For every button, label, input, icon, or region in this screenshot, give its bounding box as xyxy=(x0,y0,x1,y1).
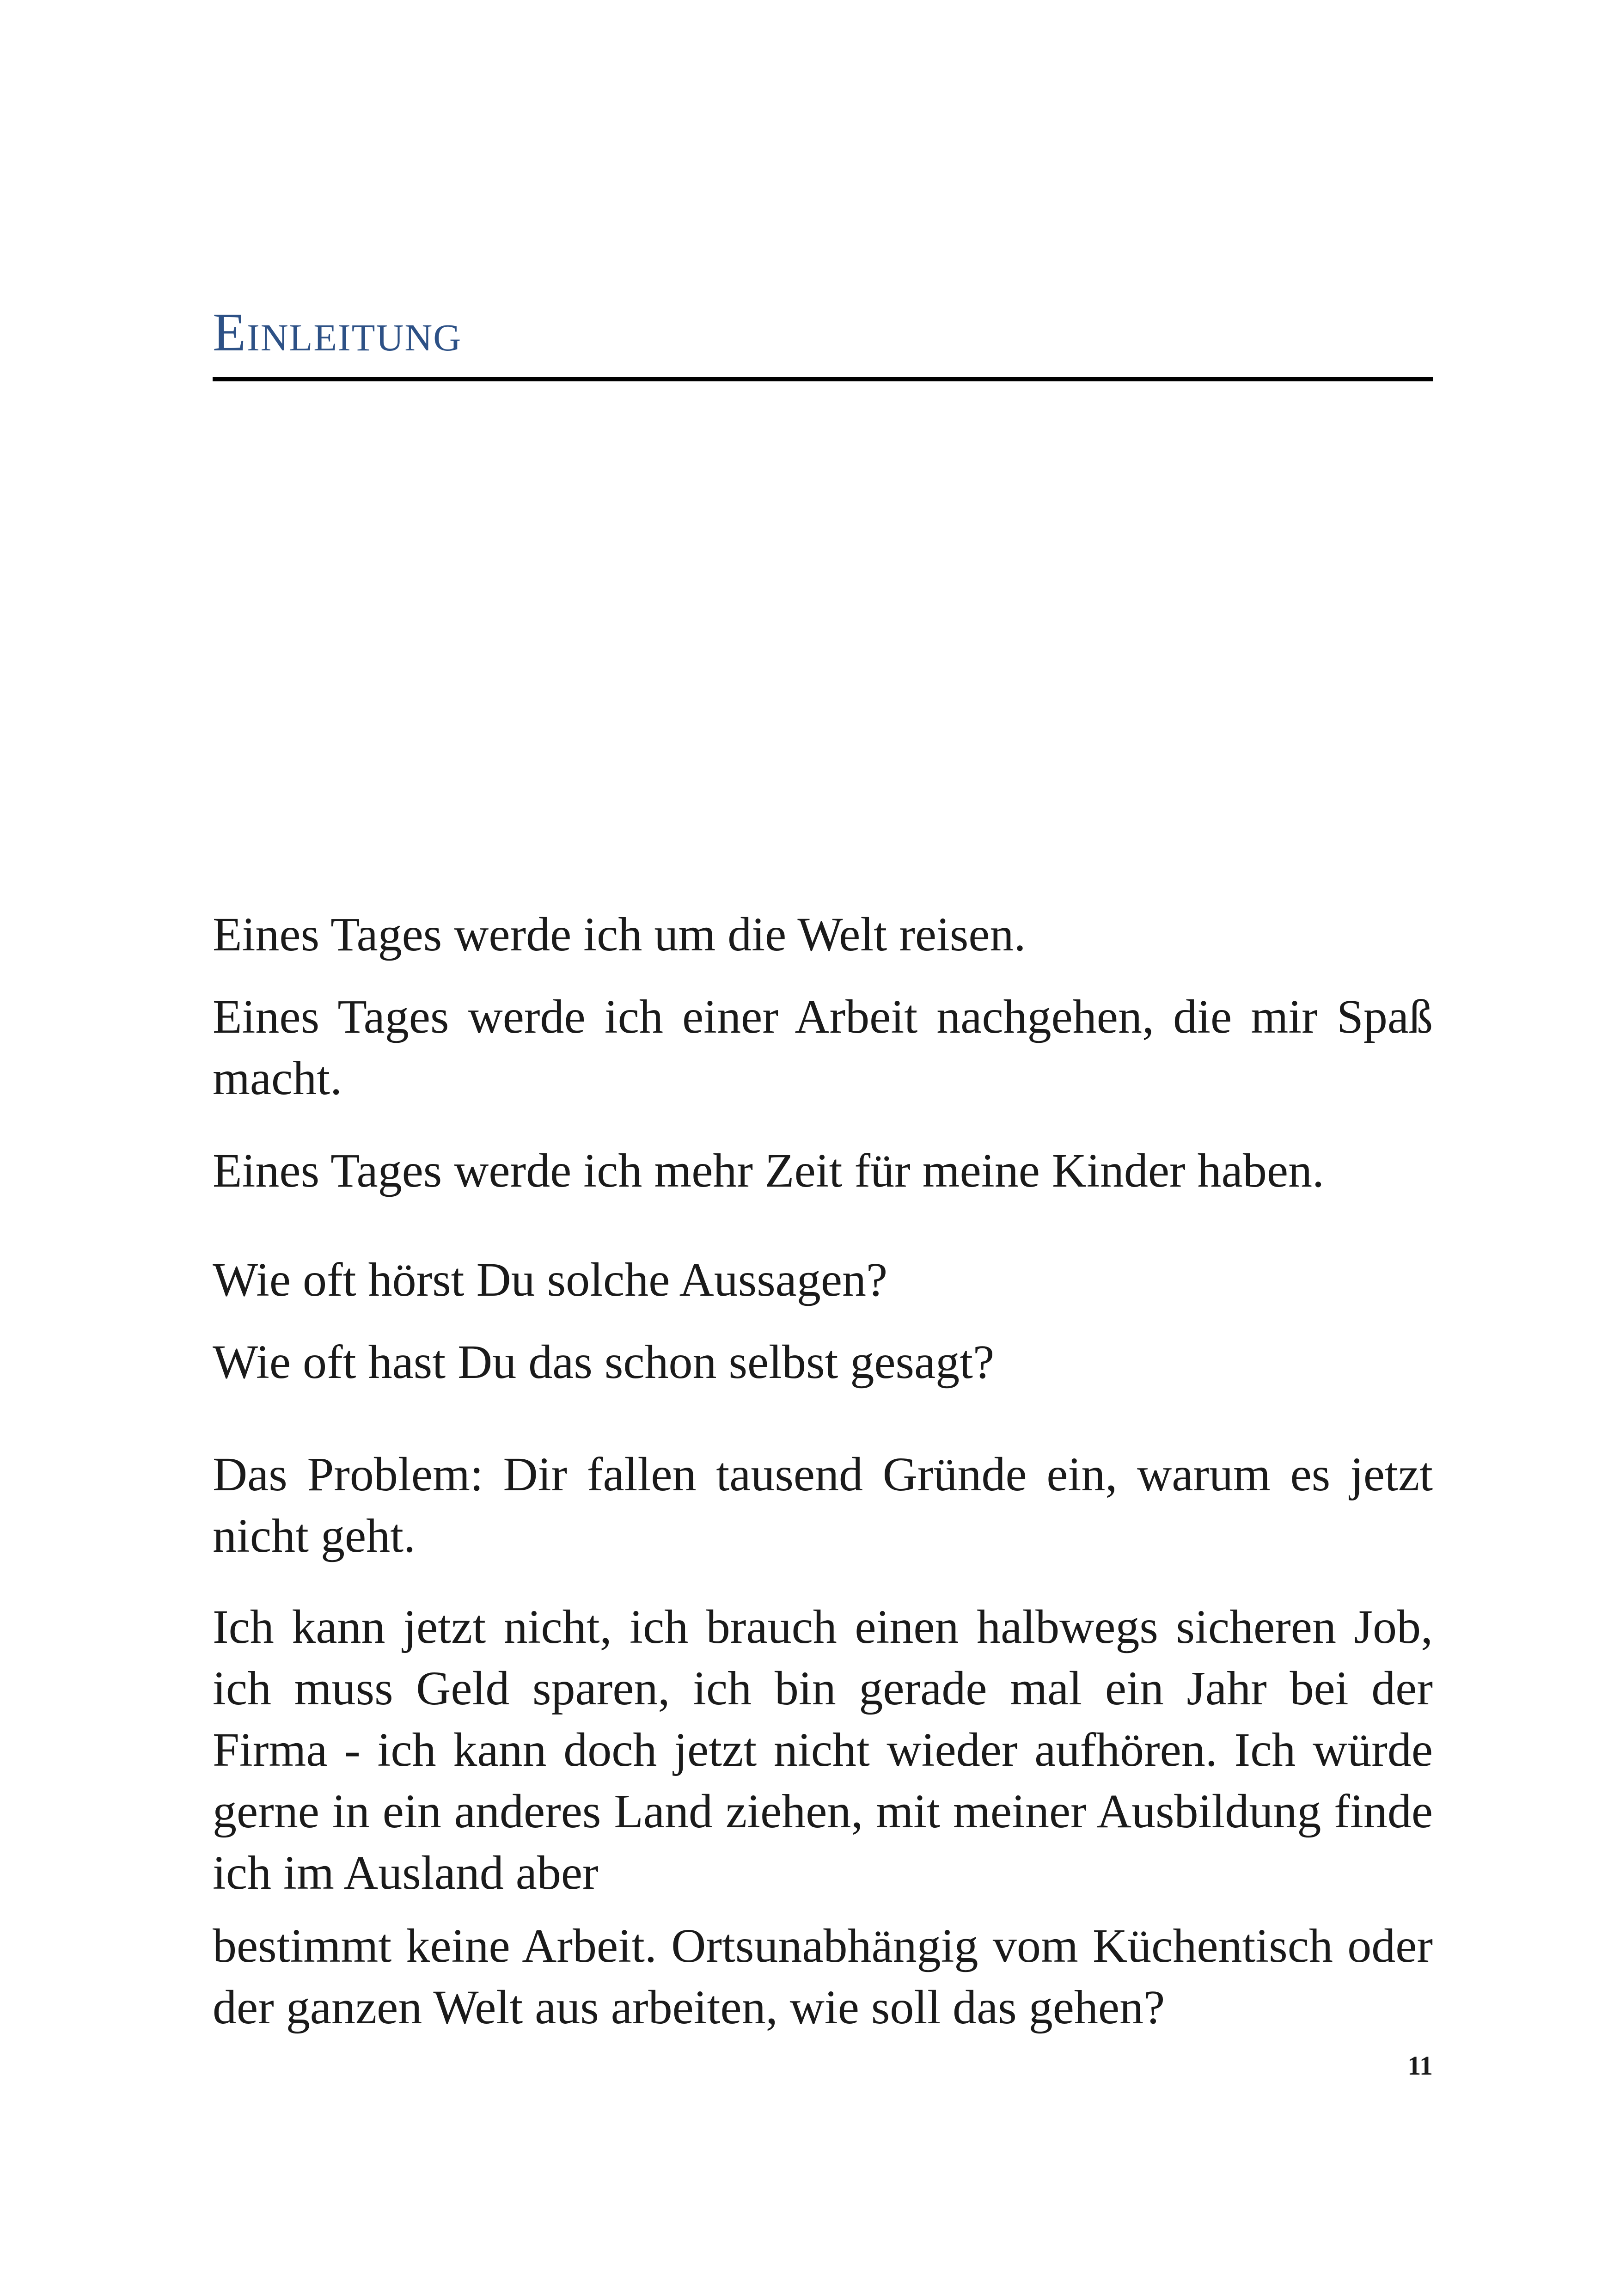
paragraph-3: Eines Tages werde ich mehr Zeit für meine Kinder haben. xyxy=(213,1144,1324,1197)
paragraph-4: Wie oft hörst Du solche Aussagen? xyxy=(213,1253,888,1306)
heading-divider xyxy=(213,377,1433,381)
paragraph-7: Ich kann jetzt nicht, ich brauch einen halbwegs sicheren Job, ich muss Geld sparen, ich bin gerade mal ein Jahr bei der Firma - ich kann doch jetzt nicht wieder aufhören. Ich würde gerne in ein anderes Land ziehen, mit meiner Ausbildung finde ich im Ausland aber xyxy=(213,1600,1433,1899)
paragraph-5: Wie oft hast Du das schon selbst gesagt? xyxy=(213,1335,995,1389)
paragraph-1: Eines Tages werde ich um die Welt reisen. xyxy=(213,908,1026,961)
chapter-heading: Einleitung xyxy=(213,302,462,362)
paragraph-8: bestimmt keine Arbeit. Ortsunabhängig vom Küchentisch oder der ganzen Welt aus arbeiten, wie soll das gehen? xyxy=(213,1919,1433,2034)
page-number: 11 xyxy=(1407,2051,1433,2081)
paragraph-2: Eines Tages werde ich einer Arbeit nachgehen, die mir Spaß macht. xyxy=(213,990,1433,1105)
paragraph-6: Das Problem: Dir fallen tausend Gründe ein, warum es jetzt nicht geht. xyxy=(213,1448,1433,1562)
